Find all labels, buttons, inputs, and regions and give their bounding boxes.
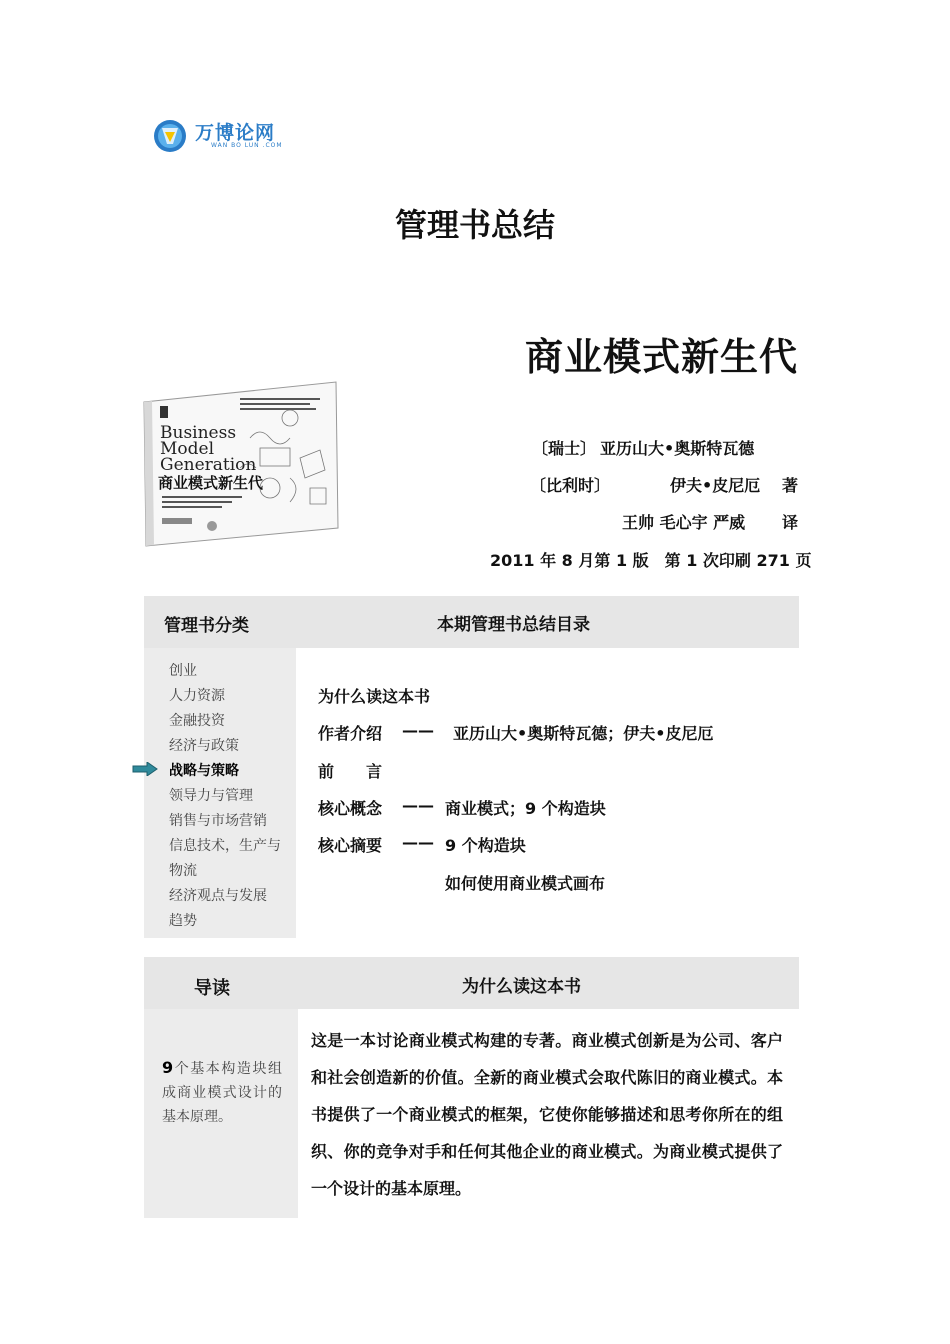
publication-info: 2011 年 8 月第 1 版 第 1 次印刷 271 页 bbox=[490, 551, 812, 570]
category-item[interactable]: 创业 bbox=[169, 663, 197, 679]
toc-header: 本期管理书总结目录 bbox=[437, 615, 590, 635]
toc-summary-value-2: 如何使用商业模式画布 bbox=[445, 874, 606, 893]
toc-concept-dash: —— bbox=[402, 796, 434, 815]
cover-title-en-3: Generation bbox=[160, 455, 257, 475]
author2-name: 伊夫•皮尼厄 bbox=[670, 476, 761, 495]
guide-body: 个基本构造块组成商业模式设计的基本原理。 bbox=[162, 1061, 282, 1125]
toc-preface[interactable]: 前 言 bbox=[318, 762, 383, 781]
translator-role: 译 bbox=[782, 513, 799, 532]
toc-summary-value-1: 9 个构造块 bbox=[445, 836, 526, 855]
guide-number: 9 bbox=[162, 1058, 174, 1077]
toc-concept-value: 商业模式；9 个构造块 bbox=[445, 799, 606, 818]
category-item[interactable]: 领导力与管理 bbox=[169, 788, 253, 804]
category-sidebar bbox=[144, 648, 296, 938]
cover-title-en-2: Model bbox=[160, 439, 215, 459]
category-item[interactable]: 经济与政策 bbox=[169, 738, 239, 754]
guide-text bbox=[162, 1056, 282, 1129]
category-item-active[interactable]: 战略与策略 bbox=[169, 763, 239, 779]
page-title: 管理书总结 bbox=[394, 206, 555, 244]
author-role: 著 bbox=[782, 476, 799, 495]
category-header: 管理书分类 bbox=[164, 616, 249, 636]
cover-title-cn: 商业模式新生代 bbox=[158, 474, 264, 492]
toc-author-value: 亚历山大•奥斯特瓦德；伊夫•皮尼厄 bbox=[453, 724, 714, 743]
author1-country: 〔瑞士〕 bbox=[532, 439, 597, 458]
why-read-header: 为什么读这本书 bbox=[462, 977, 581, 997]
toc-author-dash: —— bbox=[402, 721, 434, 740]
toc-author-label[interactable]: 作者介绍 bbox=[318, 724, 383, 743]
author1-name: 亚历山大•奥斯特瓦德 bbox=[600, 439, 755, 458]
arrow-right-icon bbox=[132, 762, 158, 776]
category-item[interactable]: 趋势 bbox=[169, 913, 197, 929]
category-item[interactable]: 经济观点与发展 bbox=[169, 888, 267, 904]
toc-why-read[interactable]: 为什么读这本书 bbox=[318, 687, 431, 706]
guide-header: 导读 bbox=[194, 978, 230, 999]
category-item[interactable]: 人力资源 bbox=[169, 688, 225, 704]
author2-country: 〔比利时〕 bbox=[530, 476, 611, 495]
why-read-body: 这是一本讨论商业模式构建的专著。商业模式创新是为公司、客户和社会创造新的价值。全新的商业模式会取代陈旧的商业模式。本书提供了一个商业模式的框架，它使你能够描述和思考你所在的组织、你的竞争对手和任何其他企业的商业模式。为商业模式提供了一个设计的基本原理。 bbox=[311, 1031, 783, 1198]
logo-text: 万博论网 bbox=[195, 122, 276, 144]
book-cover-image bbox=[140, 378, 340, 548]
category-item[interactable]: 物流 bbox=[169, 863, 197, 879]
category-item[interactable]: 销售与市场营销 bbox=[169, 813, 267, 829]
translators: 王帅 毛心宇 严威 bbox=[622, 513, 746, 532]
toc-summary-dash: —— bbox=[402, 833, 434, 852]
category-item[interactable]: 信息技术，生产与 bbox=[169, 838, 281, 854]
logo-subtext: WAN BO LUN .COM bbox=[211, 142, 283, 149]
toc-summary-label[interactable]: 核心摘要 bbox=[318, 836, 383, 855]
cover-title-en-1: Business bbox=[160, 423, 237, 443]
book-title: 商业模式新生代 bbox=[524, 335, 798, 379]
category-item[interactable]: 金融投资 bbox=[169, 713, 225, 729]
toc-concept-label[interactable]: 核心概念 bbox=[318, 799, 383, 818]
